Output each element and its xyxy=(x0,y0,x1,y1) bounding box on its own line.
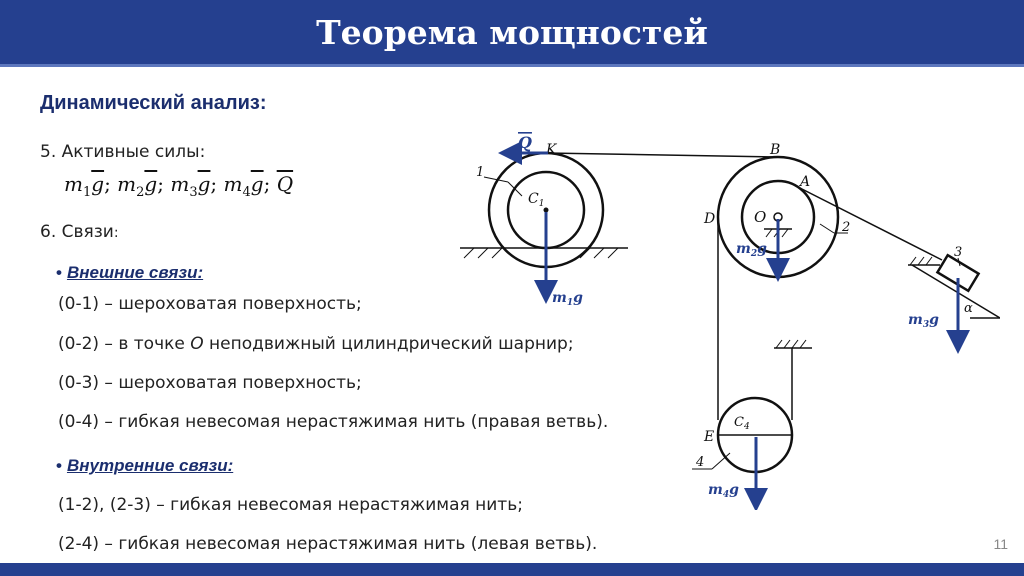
m4g-g: g xyxy=(729,482,739,498)
formula-m2: m xyxy=(117,172,137,196)
m1g-g: g xyxy=(573,290,583,306)
formula-sep1: ; xyxy=(104,172,111,196)
body-3-number: 3 xyxy=(954,245,963,260)
c4-sub: 4 xyxy=(743,422,750,432)
force-m2g-label xyxy=(736,241,767,259)
force-m4g xyxy=(708,437,756,500)
external-item-0-4: (0-4) – гибкая невесомая нерастяжимая нить (правая ветвь). xyxy=(58,412,609,432)
formula-sub1: 1 xyxy=(82,185,92,200)
bottom-bar xyxy=(0,563,1024,576)
m4g-m: m xyxy=(708,482,723,498)
m1g-m: m xyxy=(552,290,567,306)
force-q xyxy=(510,133,548,153)
formula-sep4: ; xyxy=(263,172,271,196)
internal-item-1-2: (1-2), (2-3) – гибкая невесомая нерастяжимая нить; xyxy=(58,495,523,515)
m3g-sub: 3 xyxy=(922,320,930,330)
active-forces-formula xyxy=(64,172,293,200)
external-item-0-3: (0-3) – шероховатая поверхность; xyxy=(58,373,362,393)
m1g-sub: 1 xyxy=(566,298,574,308)
point-o-label: O xyxy=(754,208,767,226)
ceiling-support xyxy=(774,340,812,348)
internal-links-label: Внутренние связи: xyxy=(66,456,234,475)
point-a-label: A xyxy=(800,174,811,190)
formula-m3: m xyxy=(170,172,190,196)
formula-sep2: ; xyxy=(157,172,164,196)
c1-letter: C xyxy=(528,191,539,207)
section-heading: Динамический анализ: xyxy=(40,92,267,114)
internal-item-2-4: (2-4) – гибкая невесомая нерастяжимая нить (левая ветвь). xyxy=(58,534,598,554)
external-links-bullet: • Внешние связи: xyxy=(56,263,204,282)
m2g-sub: 2 xyxy=(750,249,758,259)
formula-m1: m xyxy=(64,172,83,196)
center-c1-label xyxy=(528,191,544,209)
force-m1g xyxy=(546,212,583,308)
formula-sub4: 4 xyxy=(242,185,251,200)
external-item-0-1: (0-1) – шероховатая поверхность; xyxy=(58,294,362,314)
point-b-label: B xyxy=(770,142,781,158)
c1-sub: 1 xyxy=(538,199,545,209)
body-1-number: 1 xyxy=(476,165,485,180)
section-6-colon: : xyxy=(113,225,119,241)
m3g-m: m xyxy=(908,312,923,328)
force-m4g-label xyxy=(708,482,739,500)
formula-sub2: 2 xyxy=(136,185,145,200)
formula-g1: $\overline{g}$ xyxy=(91,172,105,196)
section-5-label: 5. Активные силы: xyxy=(40,142,206,162)
external-links-label: Внешние связи: xyxy=(66,263,204,282)
page-number: 11 xyxy=(993,536,1008,552)
ground-surface xyxy=(460,248,628,258)
m2g-m: m xyxy=(736,241,751,257)
section-6-label xyxy=(40,222,119,242)
section-6-text: 6. Связи xyxy=(40,222,114,242)
point-d-label: D xyxy=(704,211,716,227)
force-q-label: Q xyxy=(518,133,532,152)
title-bar xyxy=(0,0,1024,67)
formula-g2: $\overline{g}$ xyxy=(144,172,158,196)
formula-g3: $\overline{g}$ xyxy=(197,172,211,196)
c4-letter: C xyxy=(734,415,744,430)
m2g-g: g xyxy=(757,241,767,257)
point-e-label: E xyxy=(704,429,715,445)
point-k-label: K xyxy=(546,142,557,158)
formula-sep3: ; xyxy=(210,172,218,196)
internal-links-bullet: • Внутренние связи: xyxy=(56,456,234,475)
body-4-number: 4 xyxy=(696,455,705,470)
slide-title: Теорема мощностей xyxy=(316,12,708,52)
angle-alpha-label: α xyxy=(964,301,973,316)
external-item-0-2-b: неподвижный цилиндрический шарнир; xyxy=(203,334,574,354)
threads xyxy=(546,153,942,420)
force-m3g-label xyxy=(908,312,939,330)
force-m1g-label xyxy=(552,290,583,308)
m4g-sub: 4 xyxy=(722,490,730,500)
mechanism-diagram xyxy=(440,120,1000,510)
leader-lines xyxy=(484,177,963,469)
m3g-g: g xyxy=(929,312,939,328)
external-item-0-2-a: (0-2) – в точке xyxy=(58,334,191,354)
external-item-0-2-point: O xyxy=(190,334,204,354)
formula-m4: m xyxy=(223,172,243,196)
formula-sub3: 3 xyxy=(189,185,198,200)
body-2-number: 2 xyxy=(842,220,851,235)
center-c4-label xyxy=(734,415,750,432)
formula-q: $\overline{Q}$ xyxy=(276,172,294,196)
formula-g4: $\overline{g}$ xyxy=(250,172,264,196)
